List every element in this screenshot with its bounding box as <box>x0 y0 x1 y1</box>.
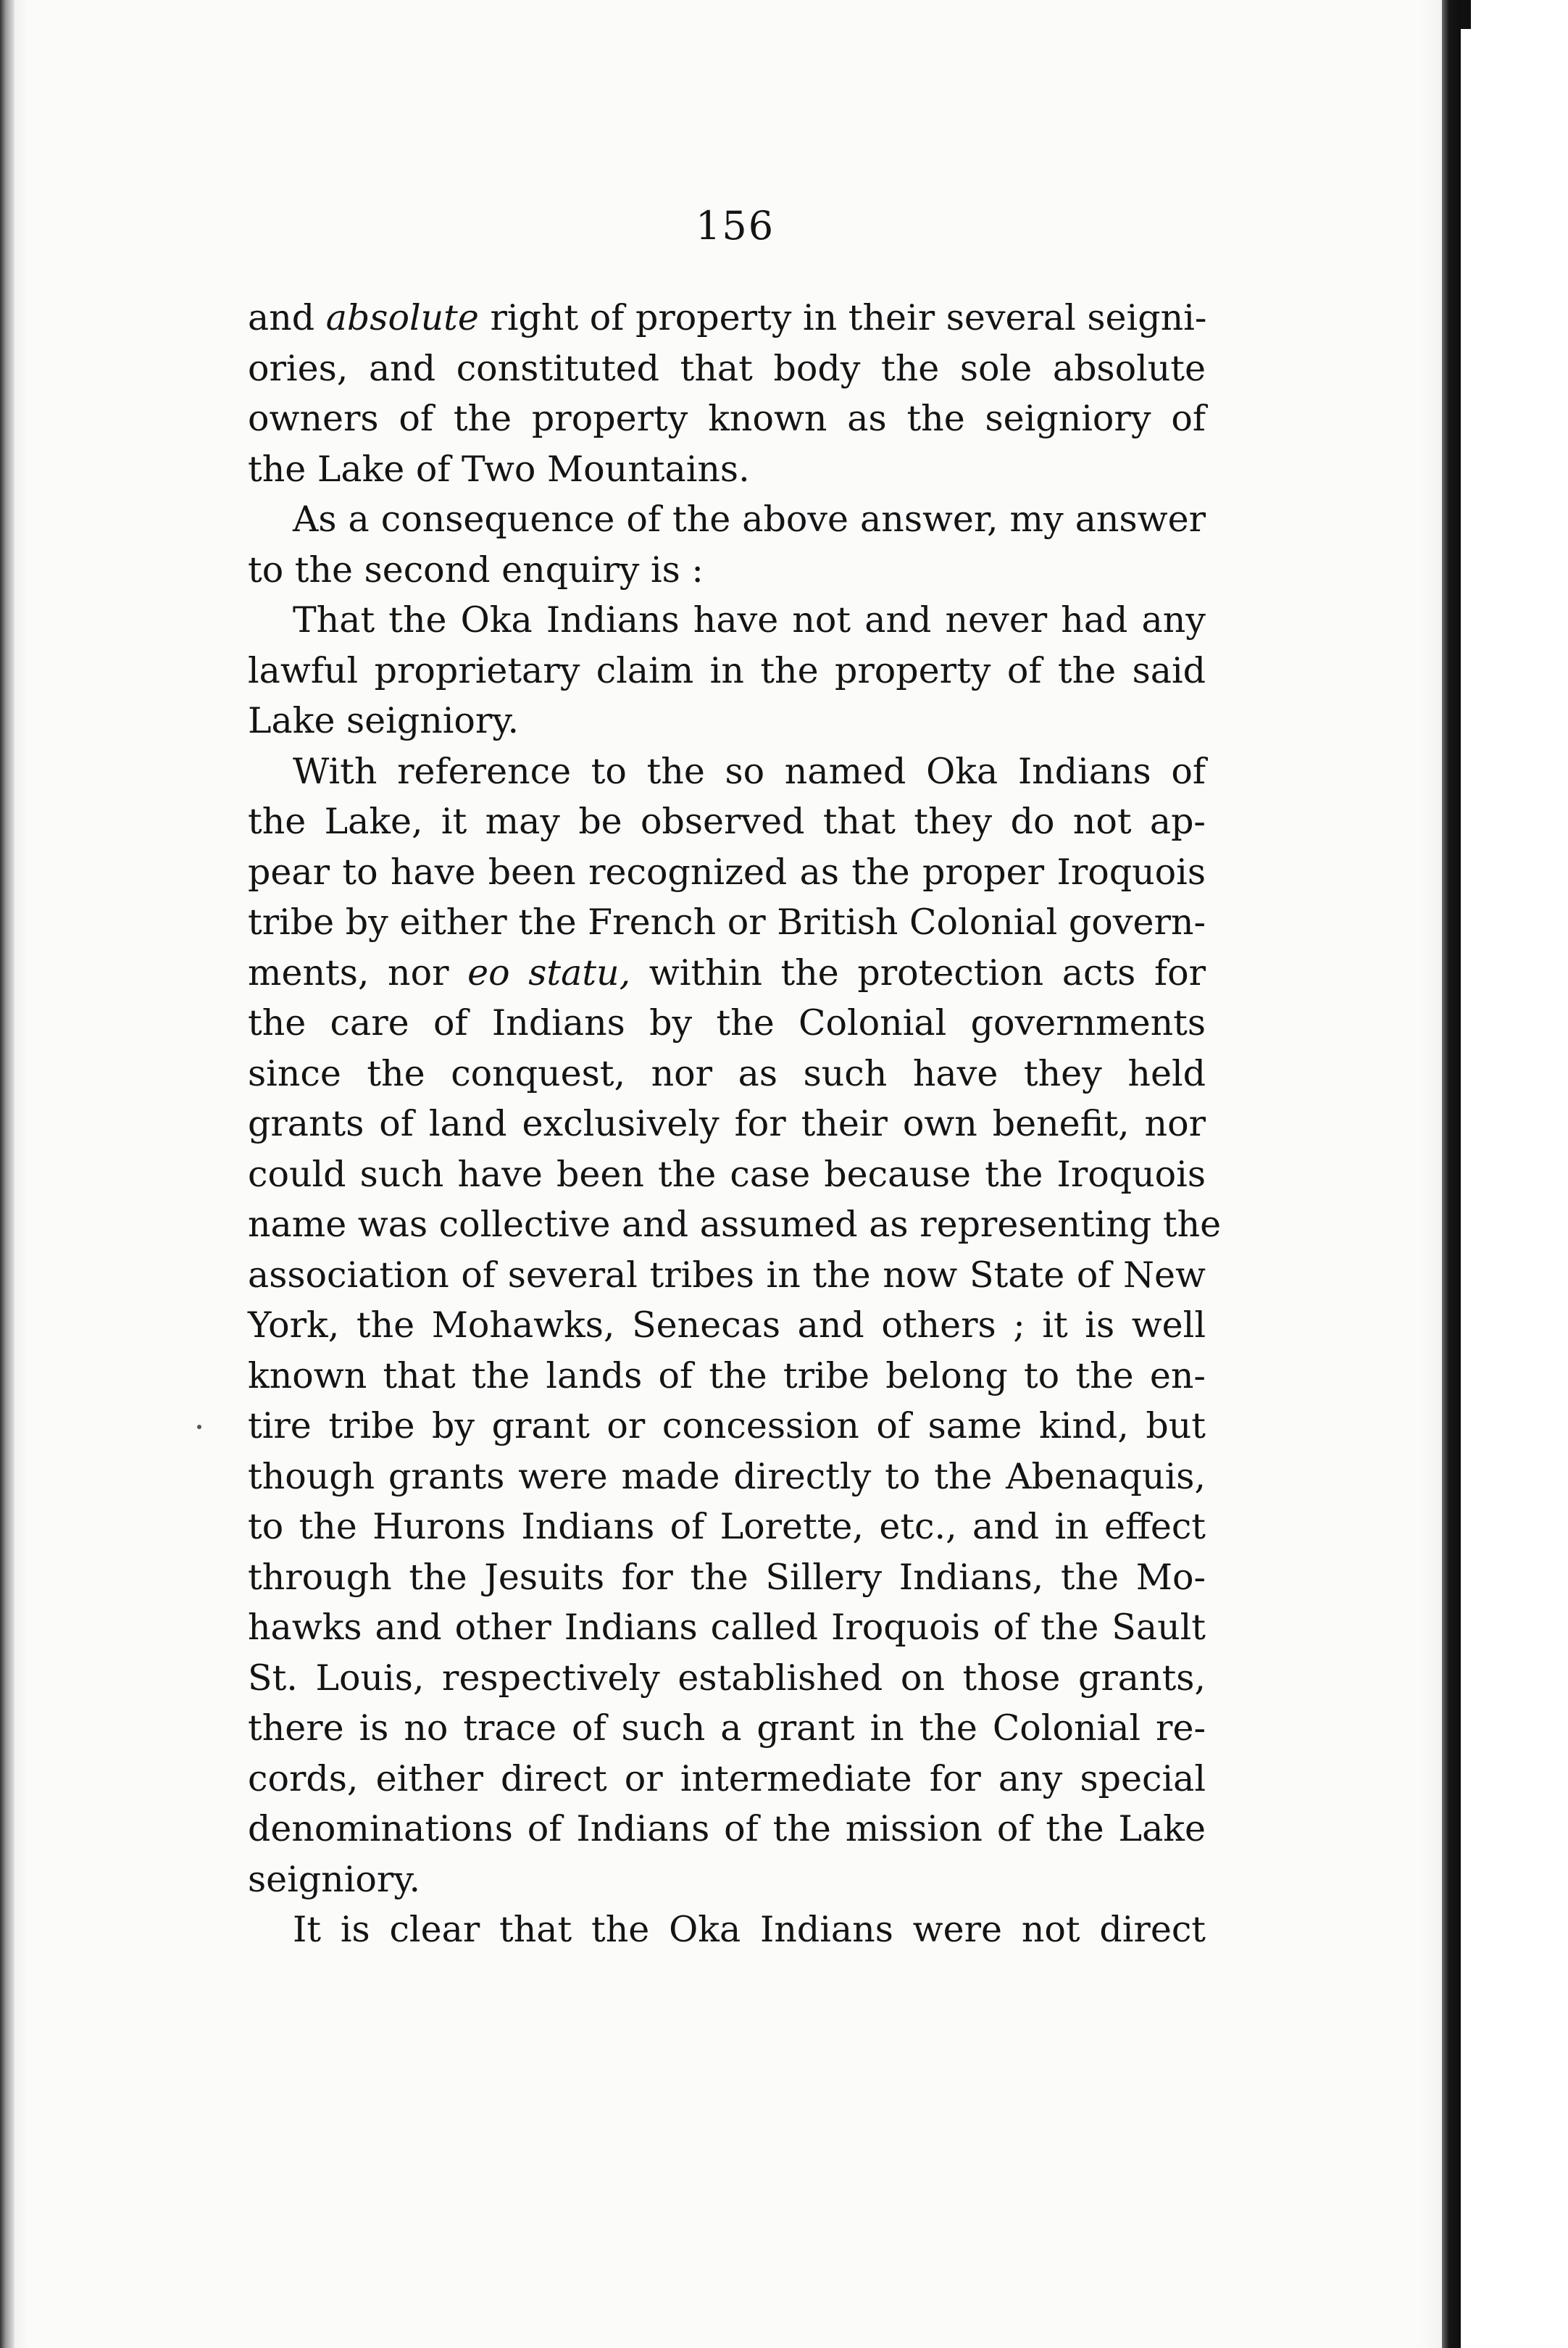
text-line: grants of land exclusively for their own benefit, nor <box>248 1103 1206 1144</box>
text-line: cords, either direct or intermediate for any special <box>248 1757 1206 1799</box>
text-line: association of several tribes in the now State of New <box>248 1254 1206 1296</box>
text-line: denominations of Indians of the mission of the Lake <box>248 1808 1206 1849</box>
text-line: the Lake, it may be observed that they do not ap- <box>248 801 1206 842</box>
text-line: through the Jesuits for the Sillery Indians, the Mo- <box>248 1556 1206 1598</box>
text-line: though grants were made directly to the Abenaquis, <box>248 1455 1206 1497</box>
text-line: That the Oka Indians have not and never had any <box>293 599 1206 641</box>
text-line: to the Hurons Indians of Lorette, etc., and in effect <box>248 1506 1206 1547</box>
text-line: name was collective and assumed as representing the <box>248 1204 1222 1245</box>
margin-speck <box>197 1425 201 1429</box>
text-line: York, the Mohawks, Senecas and others ; it is well <box>248 1304 1206 1346</box>
text-line: Lake seigniory. <box>248 700 520 741</box>
text-line: to the second enquiry is : <box>248 549 704 591</box>
text-line: the Lake of Two Mountains. <box>248 448 750 490</box>
text-line: seigniory. <box>248 1858 421 1900</box>
text-line: tire tribe by grant or concession of same kind, but <box>248 1405 1206 1446</box>
text-line: ories, and constituted that body the sole absolute <box>248 347 1206 389</box>
text-line: could such have been the case because the Iroquois <box>248 1153 1206 1195</box>
text-line: lawful proprietary claim in the property of the said <box>248 649 1206 691</box>
text-line: since the conquest, nor as such have they held <box>248 1052 1206 1094</box>
text-line: known that the lands of the tribe belong to the en- <box>248 1354 1206 1396</box>
page-number: 156 <box>696 203 775 249</box>
italic-word: absolute <box>325 297 479 338</box>
body-text <box>248 293 1222 1955</box>
text-line: St. Louis, respectively established on those grants, <box>248 1657 1206 1699</box>
page-right-margin <box>1461 0 1568 2348</box>
text-line: It is clear that the Oka Indians were not direct <box>293 1909 1206 1950</box>
text-line: With reference to the so named Oka Indians of <box>293 750 1206 792</box>
text-line: and absolute right of property in their several seigni- <box>248 297 1207 338</box>
text-line: owners of the property known as the seigniory of <box>248 398 1206 439</box>
text-line: the care of Indians by the Colonial governments <box>248 1002 1206 1044</box>
text-line: As a consequence of the above answer, my answer <box>293 499 1206 540</box>
italic-phrase: eo statu, <box>467 952 631 994</box>
text-line: pear to have been recognized as the proper Iroquois <box>248 851 1206 893</box>
binding-edge-top <box>1461 0 1471 29</box>
text-line: tribe by either the French or British Colonial govern- <box>248 902 1206 943</box>
text-line: ments, nor eo statu, within the protection acts for <box>248 952 1206 994</box>
page-left-edge-shadow <box>0 0 14 2348</box>
text-line: hawks and other Indians called Iroquois of the Sault <box>248 1607 1206 1648</box>
text-line: there is no trace of such a grant in the Colonial re- <box>248 1707 1206 1749</box>
